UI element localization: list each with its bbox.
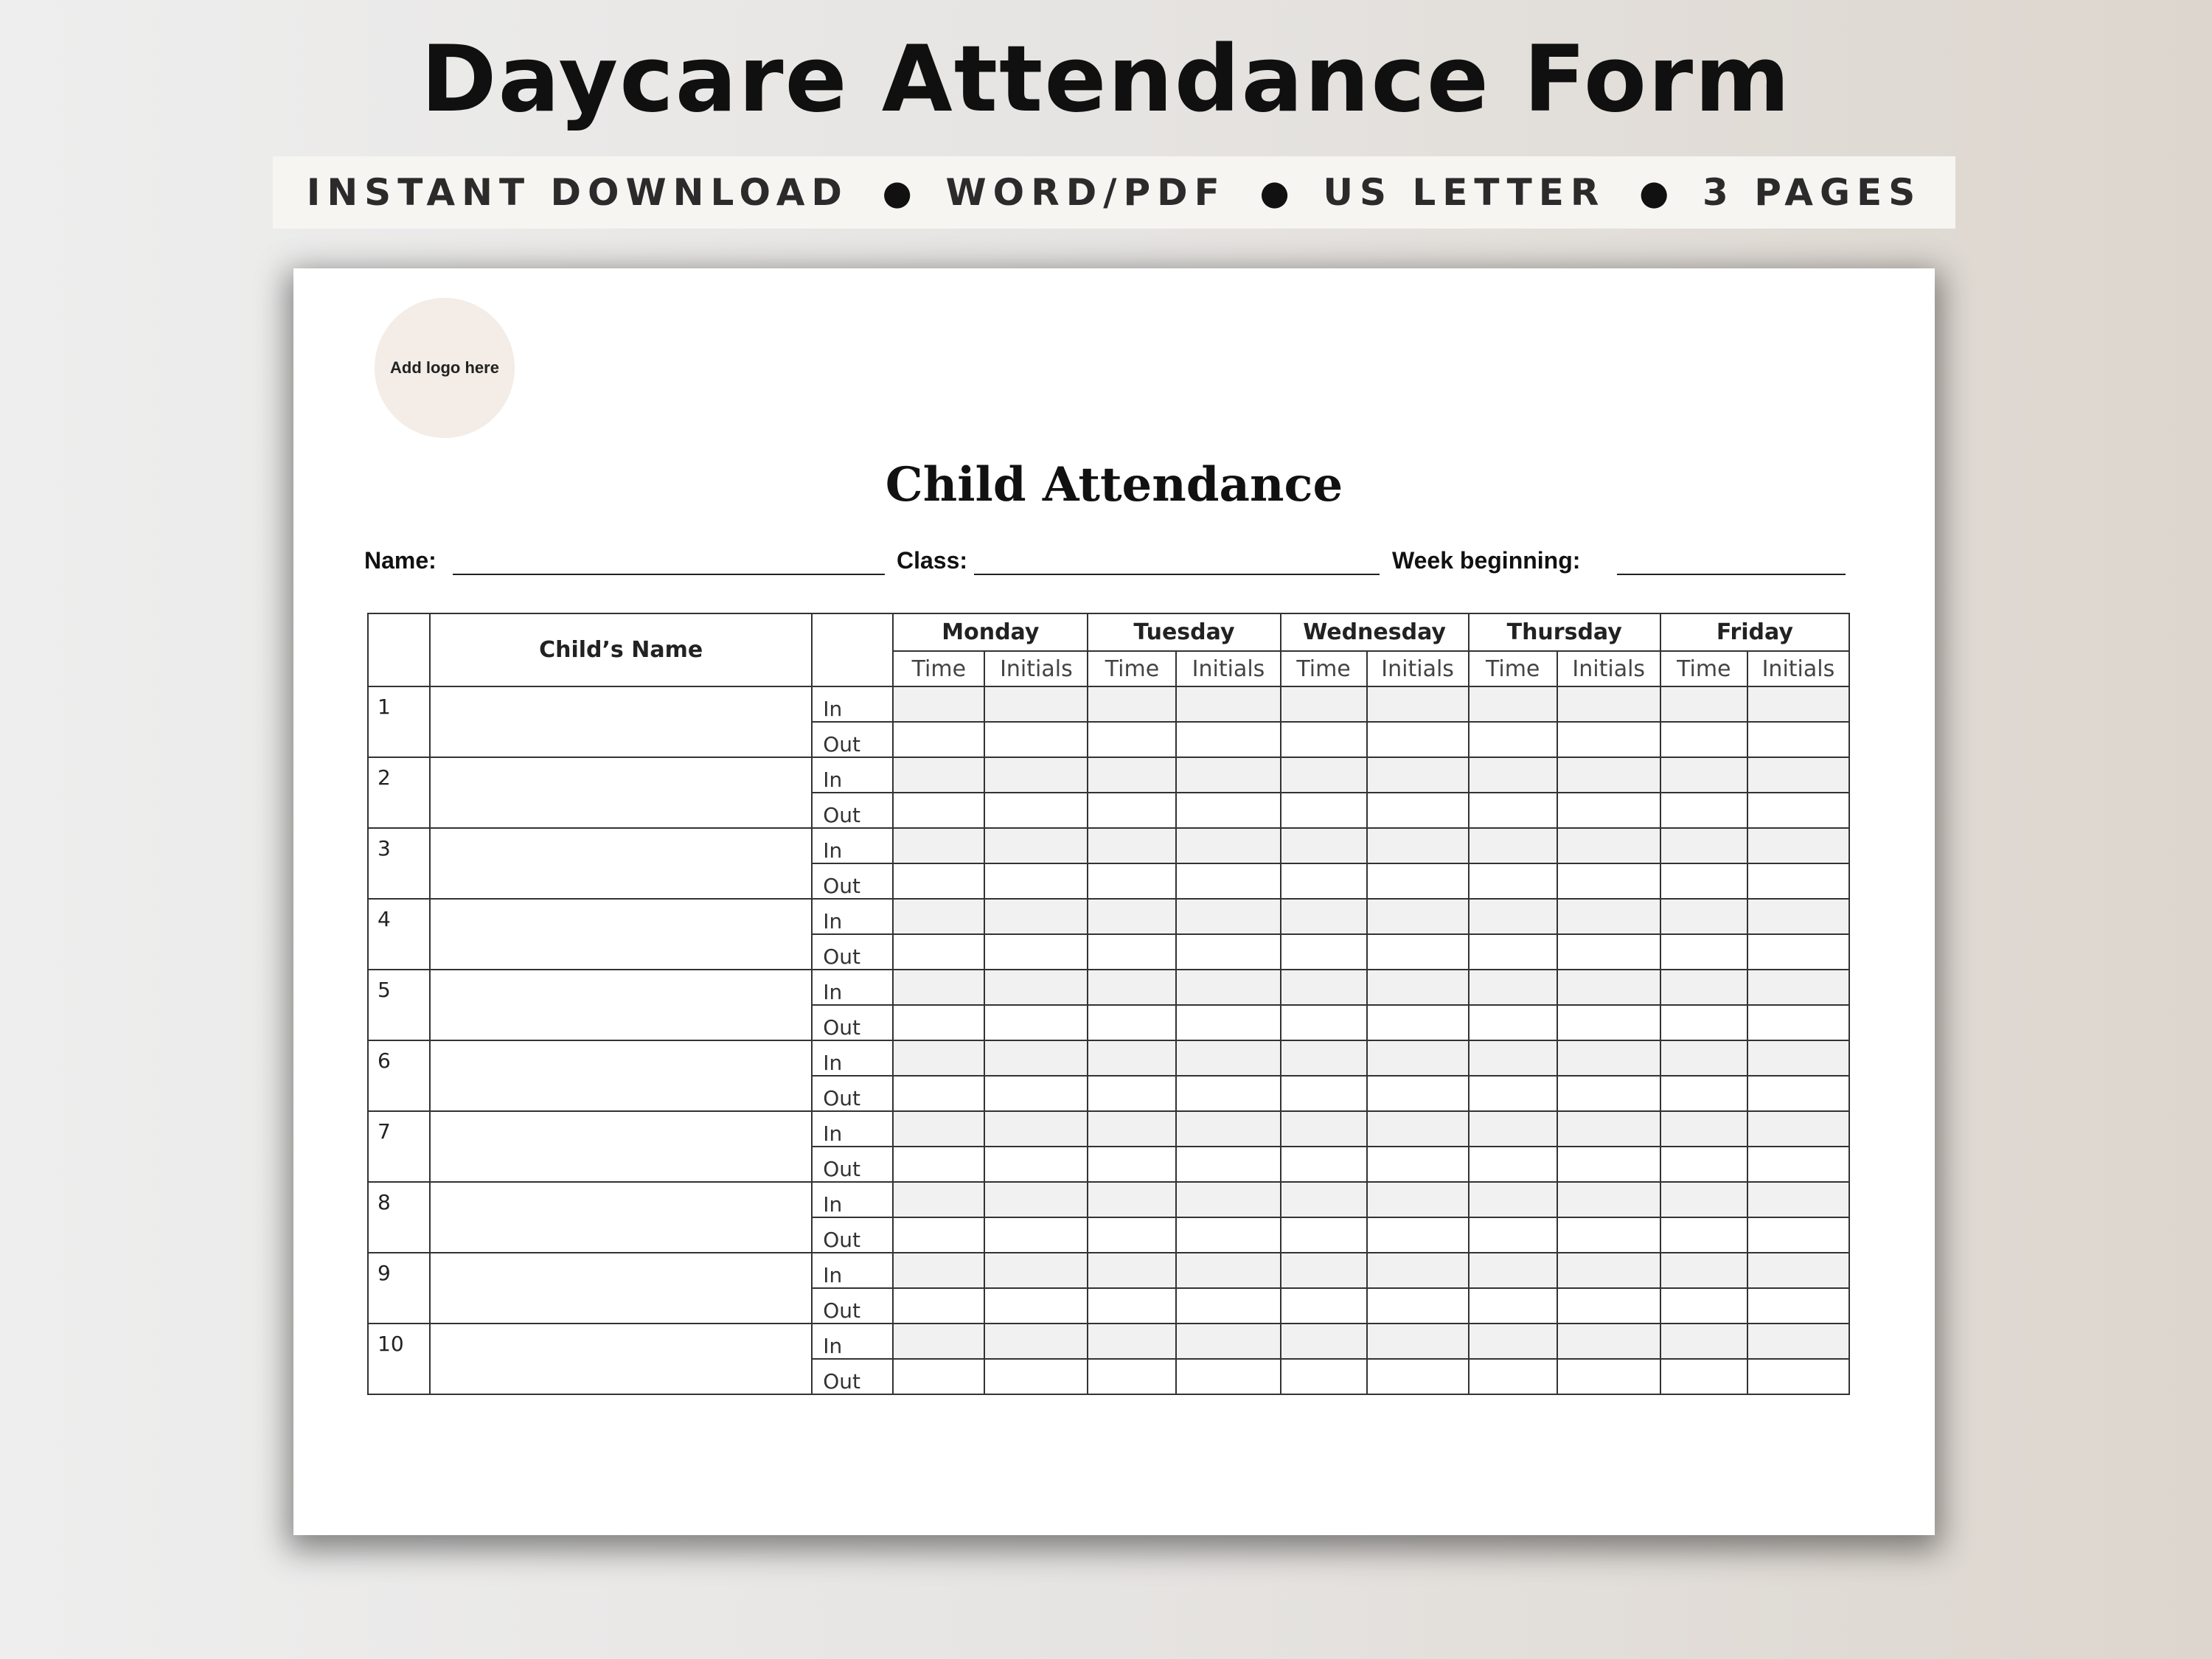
initials-in-cell[interactable] <box>984 1253 1088 1288</box>
initials-out-cell[interactable] <box>1367 1217 1469 1253</box>
bullet-icon: ● <box>1259 173 1290 212</box>
initials-in-cell[interactable] <box>1747 1324 1849 1359</box>
table-row <box>368 1040 1849 1076</box>
tagline-bar <box>273 156 1955 229</box>
initials-in-cell[interactable] <box>984 1324 1088 1359</box>
time-out-cell[interactable] <box>1660 1288 1747 1324</box>
initials-out-cell[interactable] <box>984 863 1088 899</box>
initials-in-cell[interactable] <box>1557 1111 1660 1147</box>
child-name-cell[interactable] <box>430 1182 812 1253</box>
initials-out-cell[interactable] <box>1367 793 1469 828</box>
initials-in-cell[interactable] <box>1747 828 1849 863</box>
initials-out-cell[interactable] <box>1557 793 1660 828</box>
initials-out-cell[interactable] <box>984 1076 1088 1111</box>
time-out-cell[interactable] <box>1660 863 1747 899</box>
time-out-cell[interactable] <box>1281 1217 1367 1253</box>
time-in-cell[interactable] <box>893 970 984 1005</box>
initials-in-cell[interactable] <box>1176 1111 1280 1147</box>
row-number: 10 <box>368 1324 430 1394</box>
initials-out-cell[interactable] <box>1557 1147 1660 1182</box>
table-row <box>368 1182 1849 1217</box>
in-label: In <box>812 757 893 793</box>
row-number: 1 <box>368 686 430 757</box>
initials-out-cell[interactable] <box>1176 863 1280 899</box>
time-in-cell[interactable] <box>893 1111 984 1147</box>
initials-out-cell[interactable] <box>1747 1359 1849 1394</box>
initials-out-cell[interactable] <box>1747 863 1849 899</box>
initials-in-cell[interactable] <box>1747 686 1849 722</box>
initials-out-cell[interactable] <box>1557 722 1660 757</box>
initials-in-cell[interactable] <box>1747 970 1849 1005</box>
time-subheader: Time <box>1088 651 1176 686</box>
time-subheader: Time <box>893 651 984 686</box>
in-out-header <box>812 613 893 686</box>
in-label: In <box>812 899 893 934</box>
initials-out-cell[interactable] <box>1367 863 1469 899</box>
initials-out-cell[interactable] <box>1747 934 1849 970</box>
time-in-cell[interactable] <box>1660 1253 1747 1288</box>
time-in-cell[interactable] <box>1281 1253 1367 1288</box>
time-in-cell[interactable] <box>1088 1040 1176 1076</box>
initials-in-cell[interactable] <box>1176 1324 1280 1359</box>
initials-in-cell[interactable] <box>1557 1182 1660 1217</box>
in-label: In <box>812 686 893 722</box>
form-sheet <box>293 268 1935 1535</box>
child-name-cell[interactable] <box>430 899 812 970</box>
table-row <box>368 1253 1849 1288</box>
initials-in-cell[interactable] <box>1176 828 1280 863</box>
time-in-cell[interactable] <box>1660 686 1747 722</box>
tag-instant-download: INSTANT DOWNLOAD <box>306 171 849 214</box>
time-out-cell[interactable] <box>1088 934 1176 970</box>
time-out-cell[interactable] <box>893 934 984 970</box>
child-name-cell[interactable] <box>430 757 812 828</box>
time-in-cell[interactable] <box>1660 828 1747 863</box>
out-label: Out <box>812 863 893 899</box>
initials-out-cell[interactable] <box>1176 1217 1280 1253</box>
time-in-cell[interactable] <box>1469 828 1557 863</box>
out-label: Out <box>812 1217 893 1253</box>
in-label: In <box>812 1111 893 1147</box>
table-row <box>368 970 1849 1005</box>
time-in-cell[interactable] <box>893 757 984 793</box>
initials-in-cell[interactable] <box>1367 1040 1469 1076</box>
time-in-cell[interactable] <box>1088 1253 1176 1288</box>
day-header-tuesday: Tuesday <box>1088 613 1280 651</box>
time-out-cell[interactable] <box>1660 793 1747 828</box>
time-out-cell[interactable] <box>1469 1217 1557 1253</box>
time-out-cell[interactable] <box>893 793 984 828</box>
time-in-cell[interactable] <box>1660 1040 1747 1076</box>
time-out-cell[interactable] <box>1469 934 1557 970</box>
time-out-cell[interactable] <box>1281 793 1367 828</box>
row-number: 6 <box>368 1040 430 1111</box>
initials-out-cell[interactable] <box>1367 1147 1469 1182</box>
time-in-cell[interactable] <box>1281 1324 1367 1359</box>
out-label: Out <box>812 1005 893 1040</box>
time-in-cell[interactable] <box>1088 1324 1176 1359</box>
time-out-cell[interactable] <box>893 1076 984 1111</box>
table-row <box>368 1324 1849 1359</box>
initials-out-cell[interactable] <box>984 1217 1088 1253</box>
table-row <box>368 828 1849 863</box>
time-in-cell[interactable] <box>1088 757 1176 793</box>
initials-in-cell[interactable] <box>984 757 1088 793</box>
bullet-icon: ● <box>1639 173 1669 212</box>
initials-in-cell[interactable] <box>1557 686 1660 722</box>
time-out-cell[interactable] <box>1660 934 1747 970</box>
child-name-cell[interactable] <box>430 828 812 899</box>
time-out-cell[interactable] <box>1088 1005 1176 1040</box>
initials-out-cell[interactable] <box>1747 1217 1849 1253</box>
time-in-cell[interactable] <box>1281 686 1367 722</box>
initials-in-cell[interactable] <box>984 970 1088 1005</box>
time-in-cell[interactable] <box>893 1040 984 1076</box>
initials-out-cell[interactable] <box>1747 1076 1849 1111</box>
time-in-cell[interactable] <box>1660 1111 1747 1147</box>
tag-page-count: 3 PAGES <box>1703 171 1922 214</box>
initials-in-cell[interactable] <box>1367 828 1469 863</box>
time-out-cell[interactable] <box>1660 1076 1747 1111</box>
time-out-cell[interactable] <box>1088 1288 1176 1324</box>
table-row <box>368 686 1849 722</box>
time-out-cell[interactable] <box>1088 1359 1176 1394</box>
time-out-cell[interactable] <box>1281 1147 1367 1182</box>
initials-out-cell[interactable] <box>1176 722 1280 757</box>
time-out-cell[interactable] <box>1281 1288 1367 1324</box>
day-header-thursday: Thursday <box>1469 613 1660 651</box>
name-field[interactable] <box>453 574 885 575</box>
time-out-cell[interactable] <box>1088 722 1176 757</box>
time-in-cell[interactable] <box>1660 757 1747 793</box>
child-name-cell[interactable] <box>430 1111 812 1182</box>
time-in-cell[interactable] <box>893 1253 984 1288</box>
time-out-cell[interactable] <box>1469 1288 1557 1324</box>
in-label: In <box>812 970 893 1005</box>
time-subheader: Time <box>1281 651 1367 686</box>
initials-out-cell[interactable] <box>1367 1076 1469 1111</box>
initials-out-cell[interactable] <box>1557 1359 1660 1394</box>
child-name-cell[interactable] <box>430 970 812 1040</box>
table-row <box>368 757 1849 793</box>
day-header-friday: Friday <box>1660 613 1849 651</box>
initials-out-cell[interactable] <box>1557 1288 1660 1324</box>
week-beginning-label: Week beginning: <box>1392 547 1581 574</box>
time-subheader: Time <box>1469 651 1557 686</box>
initials-out-cell[interactable] <box>1176 1288 1280 1324</box>
initials-in-cell[interactable] <box>1747 757 1849 793</box>
logo-placeholder <box>375 298 515 438</box>
initials-subheader: Initials <box>1367 651 1469 686</box>
child-name-cell[interactable] <box>430 1324 812 1394</box>
initials-in-cell[interactable] <box>1367 1111 1469 1147</box>
time-in-cell[interactable] <box>1660 1182 1747 1217</box>
initials-out-cell[interactable] <box>984 793 1088 828</box>
initials-out-cell[interactable] <box>984 934 1088 970</box>
initials-in-cell[interactable] <box>1557 828 1660 863</box>
time-out-cell[interactable] <box>1088 863 1176 899</box>
initials-in-cell[interactable] <box>1176 1040 1280 1076</box>
time-in-cell[interactable] <box>893 828 984 863</box>
row-number: 5 <box>368 970 430 1040</box>
initials-subheader: Initials <box>984 651 1088 686</box>
child-name-cell[interactable] <box>430 1253 812 1324</box>
time-in-cell[interactable] <box>893 686 984 722</box>
day-header-monday: Monday <box>893 613 1088 651</box>
initials-in-cell[interactable] <box>1367 899 1469 934</box>
initials-out-cell[interactable] <box>1176 1005 1280 1040</box>
time-in-cell[interactable] <box>1660 1324 1747 1359</box>
time-out-cell[interactable] <box>1469 1147 1557 1182</box>
initials-out-cell[interactable] <box>1176 1147 1280 1182</box>
initials-out-cell[interactable] <box>1176 934 1280 970</box>
row-number: 7 <box>368 1111 430 1182</box>
row-number: 9 <box>368 1253 430 1324</box>
initials-out-cell[interactable] <box>1747 1288 1849 1324</box>
out-label: Out <box>812 1288 893 1324</box>
time-in-cell[interactable] <box>1281 757 1367 793</box>
time-in-cell[interactable] <box>893 899 984 934</box>
initials-out-cell[interactable] <box>1176 1359 1280 1394</box>
time-in-cell[interactable] <box>1469 686 1557 722</box>
out-label: Out <box>812 722 893 757</box>
initials-out-cell[interactable] <box>1367 722 1469 757</box>
initials-subheader: Initials <box>1557 651 1660 686</box>
initials-in-cell[interactable] <box>984 1040 1088 1076</box>
in-label: In <box>812 1040 893 1076</box>
class-field[interactable] <box>974 574 1380 575</box>
time-in-cell[interactable] <box>1469 899 1557 934</box>
initials-in-cell[interactable] <box>1176 899 1280 934</box>
initials-out-cell[interactable] <box>984 1005 1088 1040</box>
in-label: In <box>812 828 893 863</box>
initials-out-cell[interactable] <box>1557 934 1660 970</box>
time-out-cell[interactable] <box>1281 1359 1367 1394</box>
bullet-icon: ● <box>882 173 912 212</box>
time-out-cell[interactable] <box>893 722 984 757</box>
childs-name-header: Child’s Name <box>430 613 812 686</box>
out-label: Out <box>812 934 893 970</box>
initials-out-cell[interactable] <box>1557 1005 1660 1040</box>
initials-out-cell[interactable] <box>984 1288 1088 1324</box>
initials-in-cell[interactable] <box>1747 1040 1849 1076</box>
in-label: In <box>812 1182 893 1217</box>
initials-in-cell[interactable] <box>1176 970 1280 1005</box>
initials-in-cell[interactable] <box>984 1182 1088 1217</box>
child-name-cell[interactable] <box>430 1040 812 1111</box>
time-in-cell[interactable] <box>1281 828 1367 863</box>
time-in-cell[interactable] <box>1660 899 1747 934</box>
time-out-cell[interactable] <box>1281 1005 1367 1040</box>
initials-in-cell[interactable] <box>1557 1324 1660 1359</box>
time-out-cell[interactable] <box>1469 1076 1557 1111</box>
time-in-cell[interactable] <box>1469 757 1557 793</box>
initials-in-cell[interactable] <box>1747 1253 1849 1288</box>
time-in-cell[interactable] <box>893 1324 984 1359</box>
time-in-cell[interactable] <box>1469 970 1557 1005</box>
time-subheader: Time <box>1660 651 1747 686</box>
initials-in-cell[interactable] <box>984 899 1088 934</box>
table-row <box>368 899 1849 934</box>
time-in-cell[interactable] <box>1088 1111 1176 1147</box>
time-in-cell[interactable] <box>1281 1040 1367 1076</box>
time-in-cell[interactable] <box>1281 899 1367 934</box>
initials-out-cell[interactable] <box>1367 1288 1469 1324</box>
initials-in-cell[interactable] <box>1176 1253 1280 1288</box>
out-label: Out <box>812 1359 893 1394</box>
time-in-cell[interactable] <box>1281 1182 1367 1217</box>
time-in-cell[interactable] <box>1281 970 1367 1005</box>
time-out-cell[interactable] <box>1281 722 1367 757</box>
initials-out-cell[interactable] <box>984 722 1088 757</box>
time-out-cell[interactable] <box>1088 1147 1176 1182</box>
table-row <box>368 1111 1849 1147</box>
time-out-cell[interactable] <box>1660 1005 1747 1040</box>
time-in-cell[interactable] <box>1660 970 1747 1005</box>
document-title: Child Attendance <box>885 457 1343 512</box>
initials-out-cell[interactable] <box>1747 1005 1849 1040</box>
time-out-cell[interactable] <box>1469 793 1557 828</box>
tag-format: WORD/PDF <box>945 171 1226 214</box>
initials-in-cell[interactable] <box>1367 757 1469 793</box>
time-out-cell[interactable] <box>893 1217 984 1253</box>
initials-in-cell[interactable] <box>1176 757 1280 793</box>
initials-in-cell[interactable] <box>984 828 1088 863</box>
day-header-wednesday: Wednesday <box>1281 613 1469 651</box>
time-in-cell[interactable] <box>1088 970 1176 1005</box>
row-number: 4 <box>368 899 430 970</box>
initials-out-cell[interactable] <box>984 1147 1088 1182</box>
initials-out-cell[interactable] <box>1747 722 1849 757</box>
time-in-cell[interactable] <box>1469 1253 1557 1288</box>
tag-paper-size: US LETTER <box>1323 171 1606 214</box>
initials-in-cell[interactable] <box>1747 1182 1849 1217</box>
initials-in-cell[interactable] <box>1557 1040 1660 1076</box>
initials-out-cell[interactable] <box>1367 934 1469 970</box>
time-out-cell[interactable] <box>893 1359 984 1394</box>
logo-text: Add logo here <box>390 358 499 377</box>
initials-out-cell[interactable] <box>1747 793 1849 828</box>
time-out-cell[interactable] <box>893 1288 984 1324</box>
time-in-cell[interactable] <box>1088 686 1176 722</box>
initials-in-cell[interactable] <box>1747 1111 1849 1147</box>
time-out-cell[interactable] <box>1660 1217 1747 1253</box>
initials-out-cell[interactable] <box>1557 863 1660 899</box>
time-out-cell[interactable] <box>1281 863 1367 899</box>
time-out-cell[interactable] <box>1660 1359 1747 1394</box>
time-in-cell[interactable] <box>1088 828 1176 863</box>
initials-out-cell[interactable] <box>1176 1076 1280 1111</box>
time-out-cell[interactable] <box>893 1147 984 1182</box>
initials-out-cell[interactable] <box>984 1359 1088 1394</box>
time-out-cell[interactable] <box>1469 1359 1557 1394</box>
name-label: Name: <box>364 547 437 574</box>
child-name-cell[interactable] <box>430 686 812 757</box>
initials-in-cell[interactable] <box>1557 1253 1660 1288</box>
initials-out-cell[interactable] <box>1176 793 1280 828</box>
in-label: In <box>812 1324 893 1359</box>
initials-subheader: Initials <box>1747 651 1849 686</box>
attendance-body <box>368 686 1849 1394</box>
time-out-cell[interactable] <box>1088 1217 1176 1253</box>
initials-in-cell[interactable] <box>1176 686 1280 722</box>
class-label: Class: <box>897 547 968 574</box>
row-number: 2 <box>368 757 430 828</box>
time-out-cell[interactable] <box>1660 722 1747 757</box>
initials-in-cell[interactable] <box>1557 970 1660 1005</box>
initials-in-cell[interactable] <box>1176 1182 1280 1217</box>
initials-in-cell[interactable] <box>1367 1253 1469 1288</box>
time-in-cell[interactable] <box>1469 1111 1557 1147</box>
time-out-cell[interactable] <box>1088 1076 1176 1111</box>
initials-in-cell[interactable] <box>984 1111 1088 1147</box>
attendance-table <box>367 613 1850 1395</box>
time-out-cell[interactable] <box>1281 1076 1367 1111</box>
initials-out-cell[interactable] <box>1557 1076 1660 1111</box>
time-out-cell[interactable] <box>1469 863 1557 899</box>
time-in-cell[interactable] <box>893 1182 984 1217</box>
row-number-header <box>368 613 430 686</box>
time-in-cell[interactable] <box>1281 1111 1367 1147</box>
initials-in-cell[interactable] <box>1557 899 1660 934</box>
time-in-cell[interactable] <box>1469 1040 1557 1076</box>
time-in-cell[interactable] <box>1469 1324 1557 1359</box>
row-number: 8 <box>368 1182 430 1253</box>
time-out-cell[interactable] <box>1469 722 1557 757</box>
time-out-cell[interactable] <box>893 863 984 899</box>
time-in-cell[interactable] <box>1088 1182 1176 1217</box>
in-label: In <box>812 1253 893 1288</box>
time-out-cell[interactable] <box>893 1005 984 1040</box>
out-label: Out <box>812 793 893 828</box>
time-out-cell[interactable] <box>1469 1005 1557 1040</box>
initials-in-cell[interactable] <box>1557 757 1660 793</box>
out-label: Out <box>812 1147 893 1182</box>
time-in-cell[interactable] <box>1088 899 1176 934</box>
week-beginning-field[interactable] <box>1617 574 1846 575</box>
initials-in-cell[interactable] <box>1367 1182 1469 1217</box>
time-out-cell[interactable] <box>1281 934 1367 970</box>
initials-in-cell[interactable] <box>1747 899 1849 934</box>
initials-out-cell[interactable] <box>1367 1005 1469 1040</box>
initials-out-cell[interactable] <box>1557 1217 1660 1253</box>
banner-title: Daycare Attendance Form <box>420 27 1792 133</box>
time-out-cell[interactable] <box>1660 1147 1747 1182</box>
initials-out-cell[interactable] <box>1367 1359 1469 1394</box>
time-in-cell[interactable] <box>1469 1182 1557 1217</box>
time-out-cell[interactable] <box>1088 793 1176 828</box>
initials-out-cell[interactable] <box>1747 1147 1849 1182</box>
initials-in-cell[interactable] <box>984 686 1088 722</box>
initials-in-cell[interactable] <box>1367 686 1469 722</box>
initials-in-cell[interactable] <box>1367 970 1469 1005</box>
out-label: Out <box>812 1076 893 1111</box>
initials-in-cell[interactable] <box>1367 1324 1469 1359</box>
initials-subheader: Initials <box>1176 651 1280 686</box>
row-number: 3 <box>368 828 430 899</box>
